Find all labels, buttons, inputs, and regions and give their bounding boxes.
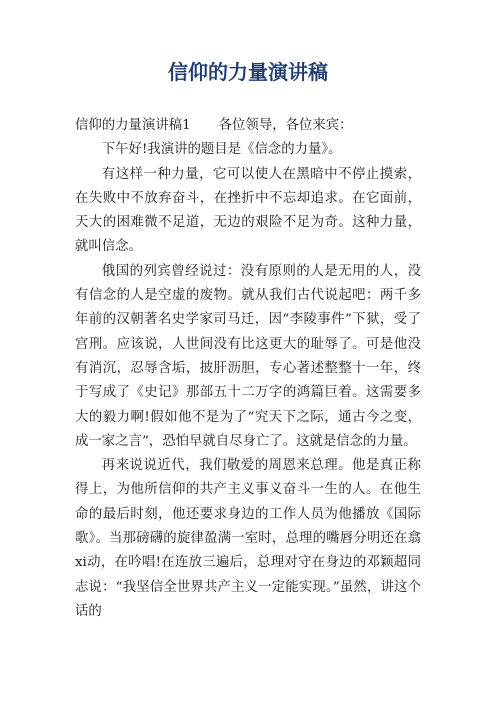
document-body <box>75 114 421 624</box>
lead-line <box>75 114 421 138</box>
paragraph: 俄国的列宾曾经说过：没有原则的人是无用的人，没有信念的人是空虚的废物。就从我们古代说起吧：两千多年前的汉朝著名史学家司马迁，因“李陵事件”下狱，受了宫刑。应该说，人世间没有比这更大的耻辱了。可是他没有消沉，忍辱含垢，披肝沥胆，专心著述整整十一年，终于写成了《史记》那部五十二万字的鸿篇巨着。这需要多大的毅力啊!假如他不是为了“究天下之际，通古今之变，成一家之言”，恐怕早就自尽身亡了。这就是信念的力量。 <box>75 263 421 449</box>
lead-greeting: 各位领导，各位来宾： <box>218 118 353 133</box>
paragraph: 有这样一种力量，它可以使人在黑暗中不停止摸索，在失败中不放弃奋斗，在挫折中不忘却追求。在它面前，天大的困难微不足道，无边的艰险不足为奇。这种力量，就叫信念。 <box>75 166 421 255</box>
lead-heading: 信仰的力量演讲稿1 <box>75 118 191 133</box>
document-title: 信仰的力量演讲稿 <box>168 60 328 84</box>
paragraph: 下午好!我演讲的题目是《信念的力量》。 <box>101 142 342 158</box>
paragraph: 再来说说近代，我们敬爱的周恩来总理。他是真正称得上，为他所信仰的共产主义事义奋斗一生的人。在他生命的最后时刻，他还要求身边的工作人员为他播放《国际歌》。当那磅礴的旋律盈满一室时，总理的嘴唇分明还在翕xi动，在吟唱!在连放三遍后，总理对守在身边的邓颖超同志说：“我坚信全世界共产主义一定能实现。”虽然，讲这个话的 <box>75 458 421 619</box>
